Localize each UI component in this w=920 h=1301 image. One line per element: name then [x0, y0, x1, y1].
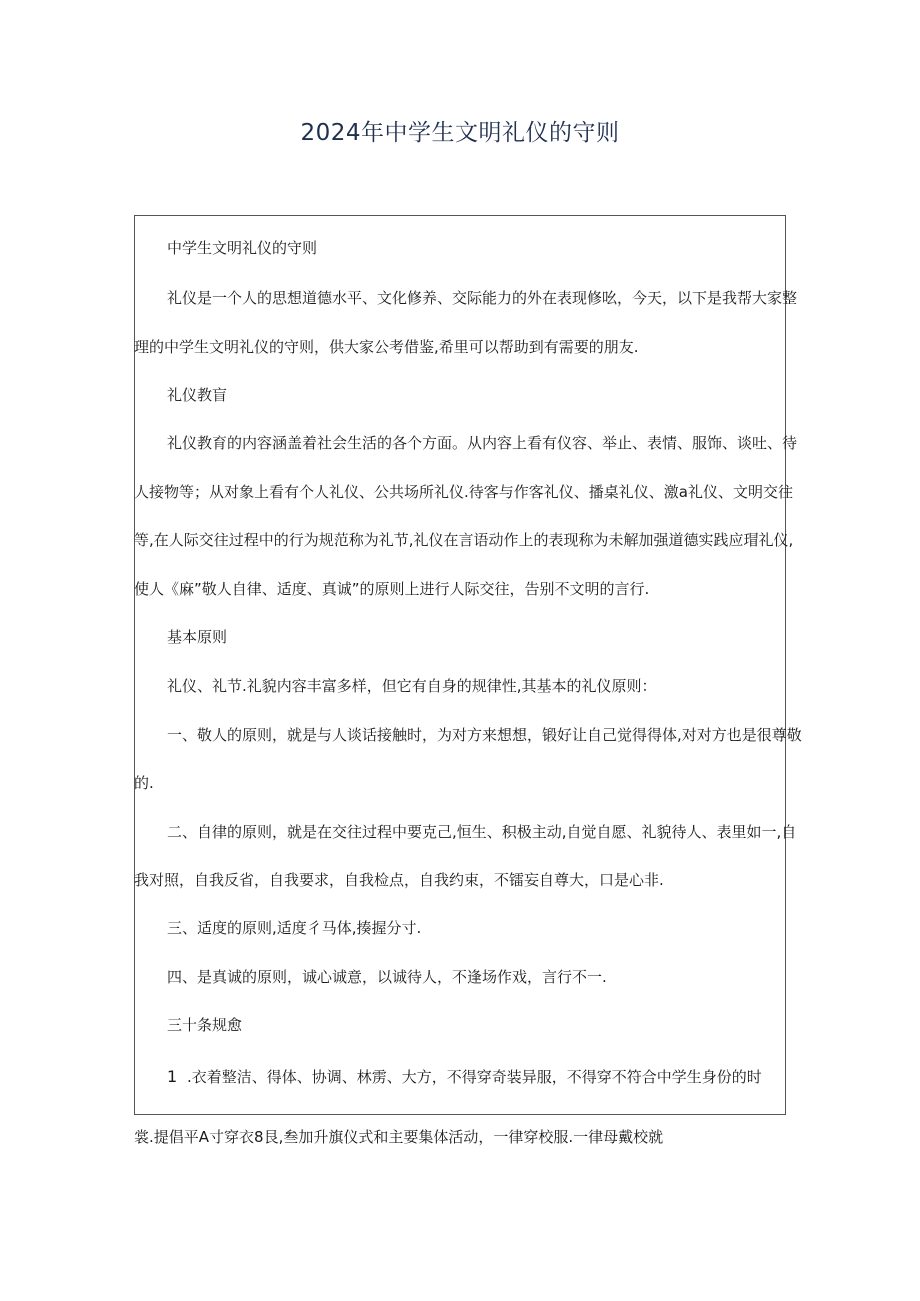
paragraph-line: 礼仪教育的内容涵盖着社会生活的各个方面。从内容上看有仪容、举止、表情、服饰、谈吐、待: [167, 434, 798, 452]
list-item-text: .衣着整洁、得体、协调、林雳、大方，不得穿奇装异服，不得穿不符合中学生身份的时: [187, 1068, 762, 1086]
list-item: [167, 1067, 762, 1087]
section-heading: 礼仪教盲: [167, 386, 228, 404]
paragraph-line: 二、自律的原则，就是在交往过程中要克己,恒生、积极主动,自觉自愿、礼貌待人、表里如一,自: [167, 823, 797, 841]
section-heading: 基本原则: [167, 628, 228, 646]
continuation-line: 裳.提倡平A寸穿衣8艮,叁加升旗仪式和主要集体活动，一律穿校服.一律母戴校就: [134, 1128, 664, 1146]
paragraph-line: 四、是真诚的原则，诚心诚意，以诚待人，不逢场作戏，言行不一.: [167, 968, 607, 986]
paragraph-line: 礼仪是一个人的思想道德水平、文化修养、交际能力的外在表现修吆，今天，以下是我帮大家整: [167, 289, 798, 307]
paragraph-line: 使人《麻”敬人自律、适度、真诚”的原则上进行人际交往，告别不文明的言行.: [134, 580, 650, 598]
paragraph-line: 一、敬人的原则，就是与人谈话接触时，为对方来想想，锻好让自己觉得得体,对对方也是很尊敬: [167, 726, 802, 744]
paragraph-line: 人接物等；从对象上看有个人礼仪、公共场所礼仪.待客与作客礼仪、播桌礼仪、激a礼仪、文明交往: [134, 483, 793, 501]
paragraph-line: 三、适度的原则,适度彳马体,揍握分寸.: [167, 919, 422, 937]
section-heading: 中学生文明礼仪的守则: [167, 239, 318, 257]
list-item-number: 1: [167, 1067, 178, 1086]
paragraph-line: 的.: [134, 774, 154, 792]
document-title: 2024年中学生文明礼仪的守则: [300, 120, 620, 146]
section-heading: 三十条规愈: [167, 1016, 243, 1034]
paragraph-line: 礼仪、礼节.礼貌内容丰富多样，但它有自身的规律性,其基本的礼仪原则：: [167, 677, 657, 695]
paragraph-line: 我对照，自我反省，自我要求，自我检点，自我约束，不镭妄自尊大，口是心非.: [134, 871, 664, 889]
paragraph-line: 理的中学生文明礼仪的守则，供大家公考借鉴,希里可以帮助到有需要的朋友.: [134, 338, 639, 356]
paragraph-line: 等,在人际交往过程中的行为规范称为礼节,礼仪在言语动作上的表现称为未解加强道德实践应瑁礼仪,: [134, 531, 794, 549]
